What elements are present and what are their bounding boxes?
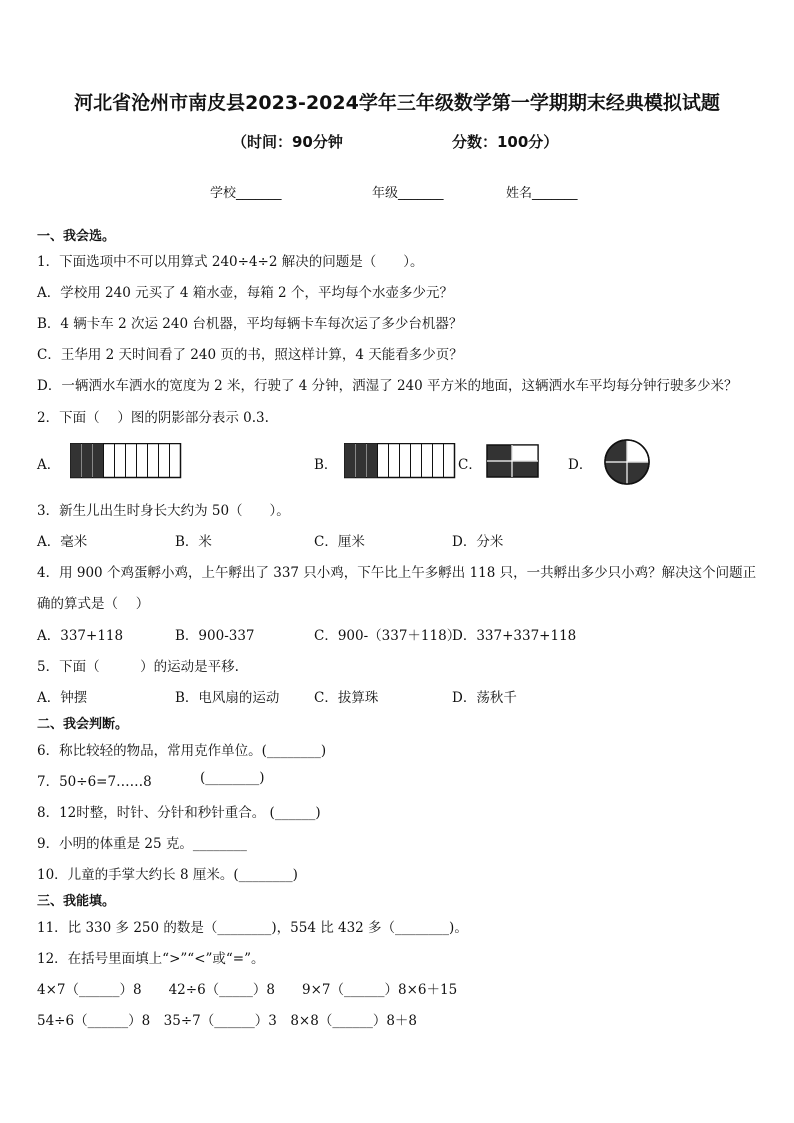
q8-statement[interactable]: 8．12时整，时针、分针和秒针重合。 (______): [37, 805, 321, 821]
q3-option-b[interactable]: B．米: [175, 534, 212, 550]
q2-figure-a-shaded: [71, 444, 104, 478]
q2-option-b-label[interactable]: B．: [314, 457, 338, 473]
q4-option-a[interactable]: A．337+118: [37, 628, 124, 644]
q2-stem: 2．下面（ ）图的阴影部分表示 0.3.: [37, 410, 269, 426]
q3-option-c[interactable]: C．厘米: [314, 534, 365, 550]
q4-option-b[interactable]: B．900-337: [175, 628, 255, 644]
q11-statement[interactable]: 11．比 330 多 250 的数是（________)，554 比 432 多（________)。: [37, 920, 468, 936]
school-field[interactable]: 学校_______: [210, 186, 282, 201]
q9-statement[interactable]: 9．小明的体重是 25 克。________: [37, 836, 247, 852]
q2-figure-c-square[interactable]: [486, 444, 540, 479]
section-1-heading: 一、我会选。: [37, 229, 116, 244]
q4-stem-line2: 确的算式是（ ）: [37, 596, 150, 612]
q10-statement[interactable]: 10．儿童的手掌大约长 8 厘米。(________): [37, 867, 298, 883]
page-title: 河北省沧州市南皮县2023-2024学年三年级数学第一学期期末经典模拟试题: [74, 92, 720, 114]
q5-option-b[interactable]: B．电风扇的运动: [175, 690, 280, 706]
q2-option-a-label[interactable]: A．: [37, 457, 61, 473]
q12-row-1[interactable]: 4×7（______）8 42÷6（_____）8 9×7（______）8×6＋15: [37, 982, 458, 998]
q2-figure-d-circle[interactable]: [602, 437, 652, 487]
q7-statement: 7．50÷6=7……8: [37, 774, 152, 790]
section-2-heading: 二、我会判断。: [37, 717, 129, 732]
time-label: （时间：90分钟: [232, 133, 343, 151]
q4-option-d[interactable]: D．337+337+118: [452, 628, 577, 644]
q3-option-a[interactable]: A．毫米: [37, 534, 88, 550]
q2-figure-b-shaded: [345, 444, 378, 478]
q5-option-d[interactable]: D．荡秋千: [452, 690, 517, 706]
q1-option-d[interactable]: D．一辆洒水车洒水的宽度为 2 米，行驶了 4 分钟，洒湿了 240 平方米的地面，这辆洒水车平均每分钟行驶多少米？: [37, 378, 738, 394]
q5-option-a[interactable]: A．钟摆: [37, 690, 88, 706]
q2-figure-a-strip[interactable]: [70, 443, 182, 479]
q1-option-a[interactable]: A．学校用 240 元买了 4 箱水壶，每箱 2 个，平均每个水壶多少元？: [37, 285, 453, 301]
name-field[interactable]: 姓名_______: [506, 186, 578, 201]
q2-figure-b-strip[interactable]: [344, 443, 456, 479]
q1-option-b[interactable]: B．4 辆卡车 2 次运 240 台机器，平均每辆卡车每次运了多少台机器？: [37, 316, 463, 332]
q3-option-d[interactable]: D．分米: [452, 534, 504, 550]
q4-stem-line1: 4．用 900 个鸡蛋孵小鸡，上午孵出了 337 只小鸡，下午比上午多孵出 118 只，一共孵出多少只小鸡？解决这个问题正: [37, 565, 757, 581]
q6-statement[interactable]: 6．称比较轻的物品，常用克作单位。(________): [37, 743, 327, 759]
q2-option-c-label[interactable]: C．: [458, 457, 482, 473]
section-3-heading: 三、我能填。: [37, 894, 116, 909]
q3-stem: 3．新生儿出生时身长大约为 50（ ）。: [37, 503, 290, 519]
q5-stem: 5．下面（ ）的运动是平移.: [37, 659, 239, 675]
q4-option-c[interactable]: C．900-（337＋118）: [314, 628, 461, 644]
q7-answer-blank[interactable]: (________): [200, 770, 265, 786]
q2-option-d-label[interactable]: D．: [568, 457, 593, 473]
grade-field[interactable]: 年级_______: [372, 186, 444, 201]
q5-option-c[interactable]: C．拔算珠: [314, 690, 379, 706]
score-label: 分数：100分）: [452, 133, 559, 151]
q1-stem: 1．下面选项中不可以用算式 240÷4÷2 解决的问题是（ ）。: [37, 254, 424, 270]
q12-stem: 12．在括号里面填上“>”“<”或“=”。: [37, 951, 265, 967]
q12-row-2[interactable]: 54÷6（______）8 35÷7（______）3 8×8（______）8＋8: [37, 1013, 418, 1029]
q1-option-c[interactable]: C．王华用 2 天时间看了 240 页的书，照这样计算，4 天能看多少页？: [37, 347, 463, 363]
